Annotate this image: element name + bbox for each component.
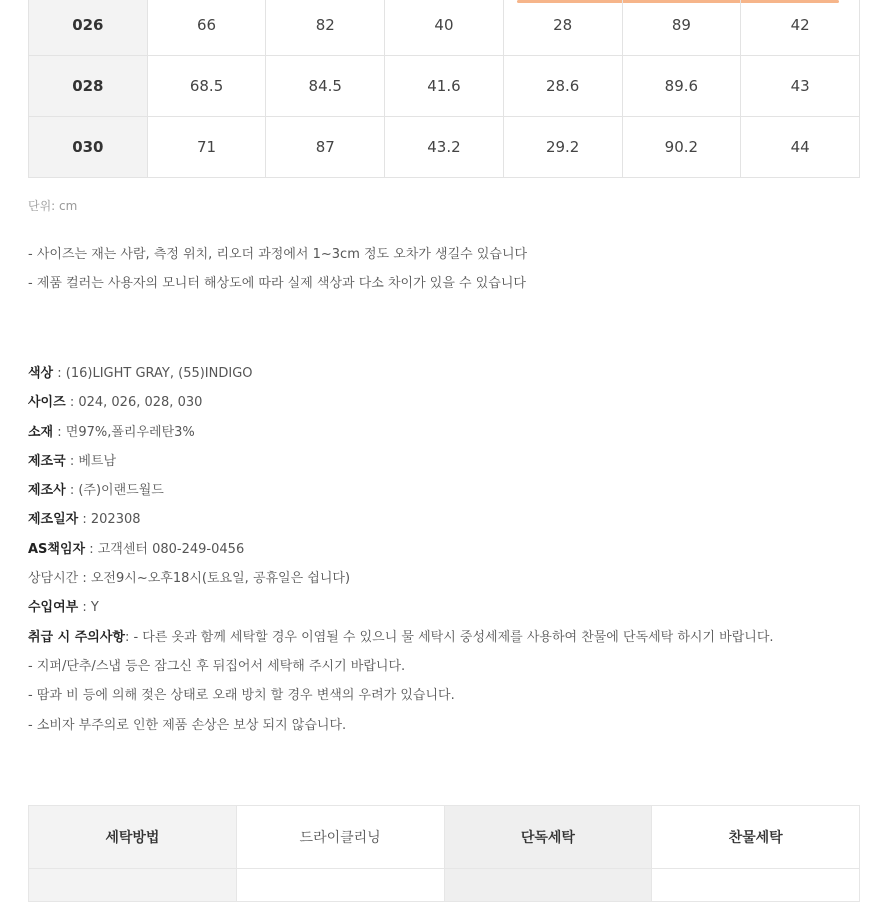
- table-cell: 89: [622, 0, 741, 56]
- info-row-material: [28, 423, 774, 452]
- table-cell: 29.2: [503, 117, 622, 178]
- care-option-separate-wash: 단독세탁: [444, 806, 652, 869]
- table-cell: 43.2: [385, 117, 504, 178]
- care-option-dryclean: 드라이클리닝: [236, 806, 444, 869]
- table-cell: 84.5: [266, 56, 385, 117]
- info-value: : 면97%,폴리우레탄3%: [53, 424, 195, 440]
- info-label: 제조사: [28, 483, 66, 499]
- product-info: [28, 364, 774, 745]
- note-line: - 제품 컬러는 사용자의 모니터 해상도에 따라 실제 색상과 다소 차이가 있을 수 있습니다: [28, 276, 526, 291]
- table-cell: 28.6: [503, 56, 622, 117]
- info-label: 사이즈: [28, 395, 66, 411]
- info-label: 취급 시 주의사항: [28, 629, 125, 645]
- info-value: : 024, 026, 028, 030: [65, 395, 203, 411]
- table-cell: 71: [147, 117, 266, 178]
- table-cell: [652, 869, 860, 902]
- info-label: 제조일자: [28, 512, 79, 528]
- info-label: 소재: [28, 424, 54, 440]
- washing-method-table: [28, 805, 860, 902]
- table-row: [29, 56, 860, 117]
- info-row-country: [28, 452, 774, 481]
- table-cell: 42: [741, 0, 860, 56]
- info-row-size: [28, 393, 774, 422]
- table-cell: 87: [266, 117, 385, 178]
- info-value: : 베트남: [65, 453, 117, 469]
- table-cell: 68.5: [147, 56, 266, 117]
- info-label: 수입여부: [28, 600, 79, 616]
- info-value: : 고객센터 080-249-0456: [85, 541, 245, 557]
- table-cell: 89.6: [622, 56, 741, 117]
- info-value: : Y: [78, 600, 99, 616]
- info-row-import: [28, 598, 774, 627]
- washing-method-header: 세탁방법: [29, 806, 237, 869]
- table-row: [29, 806, 860, 869]
- size-label: 030: [29, 117, 148, 178]
- info-row-caution-2: [28, 657, 774, 686]
- size-label: 028: [29, 56, 148, 117]
- info-label: 색상: [28, 366, 54, 381]
- care-option-cold-wash: 찬물세탁: [652, 806, 860, 869]
- info-value: : (16)LIGHT GRAY, (55)INDIGO: [53, 366, 253, 381]
- info-label: AS책임자: [28, 541, 86, 557]
- info-row-caution-3: [28, 686, 774, 715]
- table-cell: 90.2: [622, 117, 741, 178]
- table-cell: 28: [503, 0, 622, 56]
- table-cell: 82: [266, 0, 385, 56]
- table-cell: [236, 869, 444, 902]
- info-row-color: [28, 364, 774, 393]
- info-row-manufacturer: [28, 481, 774, 510]
- note-line: - 사이즈는 재는 사람, 측정 위치, 리오더 과정에서 1~3cm 정도 오차가 생길수 있습니다: [28, 247, 528, 262]
- table-cell: 44: [741, 117, 860, 178]
- info-row-as: [28, 540, 774, 569]
- info-value: - 지퍼/단추/스냅 등은 잠그신 후 뒤집어서 세탁해 주시기 바랍니다.: [28, 658, 406, 674]
- size-label: 026: [29, 0, 148, 56]
- info-row-hours: [28, 569, 774, 598]
- info-row-caution-4: [28, 716, 774, 745]
- table-cell: [29, 869, 237, 902]
- info-value: - 소비자 부주의로 인한 제품 손상은 보상 되지 않습니다.: [28, 717, 347, 733]
- info-value: : - 다른 옷과 함께 세탁할 경우 이염될 수 있으니 물 세탁시 중성세제를 사용하여 찬물에 단독세탁 하시기 바랍니다.: [124, 629, 774, 645]
- info-value: : 202308: [78, 512, 141, 528]
- table-cell: 41.6: [385, 56, 504, 117]
- table-cell: 66: [147, 0, 266, 56]
- table-cell: [444, 869, 652, 902]
- unit-note: 단위: cm: [28, 199, 78, 213]
- info-value: - 땀과 비 등에 의해 젖은 상태로 오래 방치 할 경우 변색의 우려가 있습니다.: [28, 688, 455, 704]
- table-row: [29, 869, 860, 902]
- info-label: 제조국: [28, 453, 66, 469]
- info-row-date: [28, 510, 774, 539]
- table-cell: 40: [385, 0, 504, 56]
- table-cell: 43: [741, 56, 860, 117]
- table-row: [29, 0, 860, 56]
- table-row: [29, 117, 860, 178]
- info-value: 상담시간 : 오전9시~오후18시(토요일, 공휴일은 쉽니다): [28, 571, 351, 587]
- size-notes: [28, 245, 527, 303]
- info-value: : (주)이랜드월드: [65, 483, 164, 499]
- info-row-caution: [28, 628, 774, 657]
- size-table: [28, 0, 860, 178]
